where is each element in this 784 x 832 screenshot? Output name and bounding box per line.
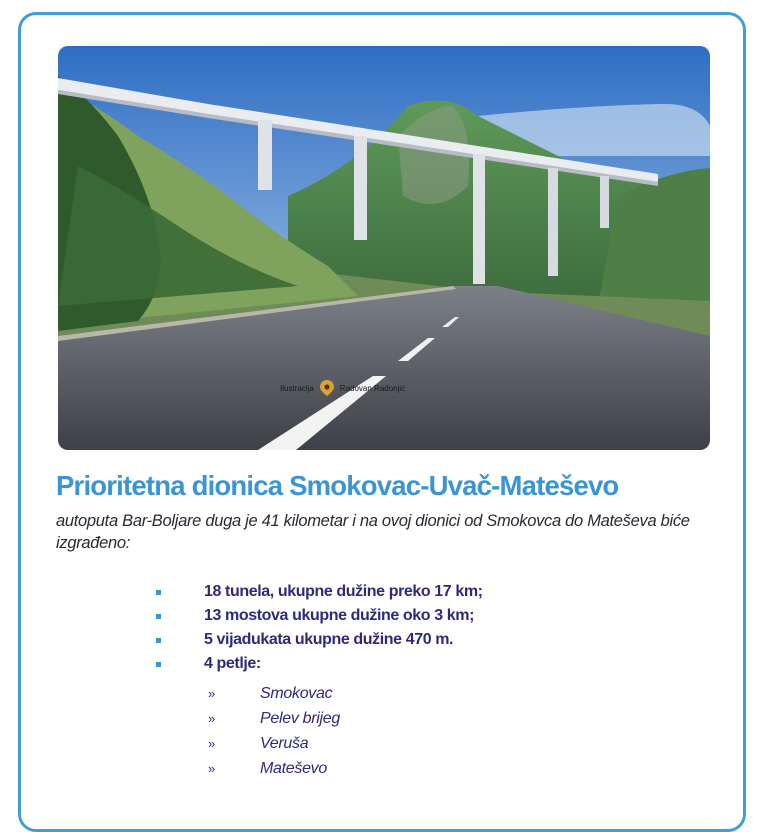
list-item: » Pelev brijeg — [208, 706, 340, 731]
list-item: 13 mostova ukupne dužine oko 3 km; — [150, 604, 483, 628]
credit-left-text: Ilustracija — [280, 383, 314, 393]
list-item: 4 petlje: — [150, 652, 483, 676]
square-bullet-icon — [156, 614, 161, 619]
double-chevron-icon: » — [208, 736, 215, 751]
image-credit — [280, 380, 405, 396]
square-bullet-icon — [156, 662, 161, 667]
list-item: » Mateševo — [208, 756, 340, 781]
interchange-list — [208, 681, 340, 781]
page-title: Prioritetna dionica Smokovac-Uvač-Mateševo — [56, 470, 619, 501]
double-chevron-icon: » — [208, 711, 215, 726]
double-chevron-icon: » — [208, 761, 215, 776]
intro-text: autoputa Bar-Boljare duga je 41 kilometar i na ovoj dionici od Smokovca do Mateševa biće izgrađeno: — [56, 512, 690, 552]
list-item: » Veruša — [208, 731, 340, 756]
double-chevron-icon: » — [208, 686, 215, 701]
list-item: 5 vijadukata ukupne dužine 470 m. — [150, 628, 483, 652]
square-bullet-icon — [156, 590, 161, 595]
list-item: » Smokovac — [208, 681, 340, 706]
list-item: 18 tunela, ukupne dužine preko 17 km; — [150, 580, 483, 604]
credit-right-text: Radovan Radonjić — [339, 383, 406, 393]
map-pin-icon — [320, 380, 334, 396]
square-bullet-icon — [156, 638, 161, 643]
facts-list — [150, 580, 483, 676]
